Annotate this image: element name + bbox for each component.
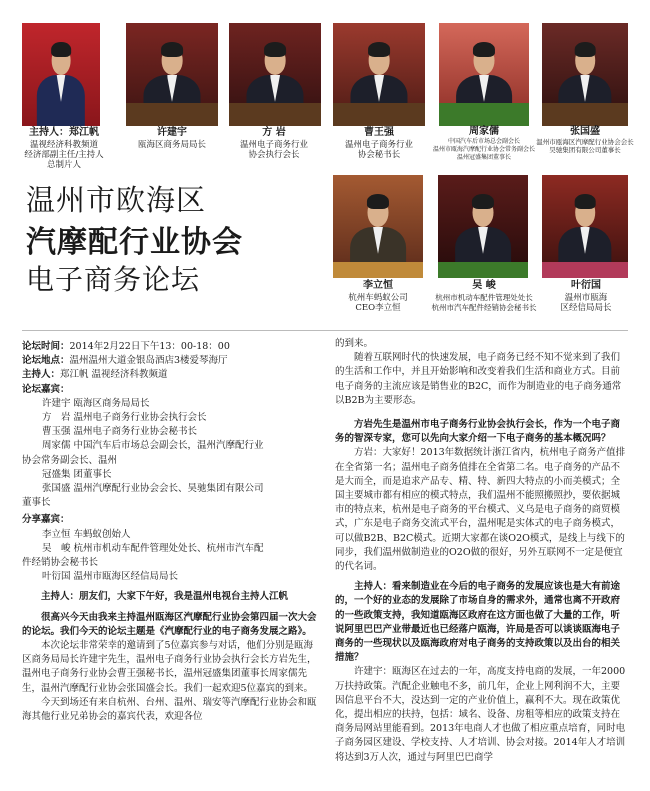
host-intro-bold: 很高兴今天由我来主持温州瓯海区汽摩配行业协会第四届一次大会的论坛。我们今天的论坛主题是《汽摩配行业的电子商务发展之路》。 [22, 611, 317, 637]
speaker-photo-7 [333, 175, 423, 278]
answer-2: 许建宇：瓯海区在过去的一年，高度支持电商的发展，一年2000万扶持政策。汽配企业触电不多，前几年，企业上网利润不大，主要因信息平台不大，没达到一定的产业价值上，赢利不大。现在政策优化，提出相应的扶持，包括：域名、设备、房租等相应的政策支持在商务局网站里能看到。2013年电商人才也做了相应重点培育，同时电子商务园区建设、学校支持、人才培训、协会对接。2014年人才培训将达到3万人次，通过与阿里巴巴商学 [335, 666, 626, 763]
speaker-photo-1 [22, 23, 100, 126]
body-continuation: 的到来。 [335, 338, 374, 349]
speaker-caption-2: 许建宇 瓯海区商务局局长 [137, 127, 206, 150]
speaker-caption-6: 张国盛 温州市瓯海区汽摩配行业协会会长 昊驰集团有限公司董事长 [536, 126, 634, 154]
guest-line: 方 岩 温州电子商务行业协会执行会长 [42, 412, 207, 424]
speaker-caption-4: 曹王强 温州电子商务行业 协会秘书长 [344, 127, 413, 160]
guest-line: 曹玉强 温州电子商务行业协会秘书长 [42, 426, 198, 438]
speaker-photo-9 [542, 175, 628, 278]
share-guest-line: 叶衍国 温州市瓯海区经信局局长 [42, 571, 179, 583]
share-guest-line: 吴 峻 杭州市机动车配件管理处处长、杭州市汽车配 [42, 542, 264, 554]
body-paragraph: 今天到场还有来自杭州、台州、温州、瑞安等汽摩配行业协会和瓯海其他行业兄弟协会的嘉宾代表，欢迎各位 [22, 696, 317, 723]
headline-line-1: 温州市欧海区 [26, 183, 207, 217]
share-guest-line: 件经销协会秘书长 [22, 557, 99, 569]
share-heading: 分享嘉宾： [22, 514, 70, 526]
guest-line: 张国盛 温州汽摩配行业协会会长、昊驰集团有限公司 [42, 483, 264, 495]
forum-host: 主持人：郑江帆 温视经济科教频道 [22, 369, 168, 381]
host-greeting: 主持人：朋友们，大家下午好，我是温州电视台主持人江帆 [41, 591, 289, 603]
guest-line: 许建宇 瓯海区商务局局长 [42, 397, 150, 409]
left-column [22, 340, 318, 724]
speaker-caption-7: 李立恒 杭州车蚂蚁公司 CEO李立恒 [348, 280, 408, 313]
guest-line: 冠盛集 团董事长 [42, 468, 112, 480]
speaker-photo-6 [542, 23, 628, 126]
speaker-caption-1: 主持人：郑江帆 温视经济科教频道 经济部副主任/主持人 总制片人 [24, 127, 104, 170]
guest-line: 周家儒 中国汽车后市场总会副会长，温州汽摩配行业 [42, 440, 264, 452]
guests-heading: 论坛嘉宾： [22, 383, 70, 395]
speaker-caption-9: 叶衍国 温州市瓯海 区经信局局长 [560, 280, 612, 313]
share-guest-line: 李立恒 车蚂蚁创始人 [42, 528, 131, 540]
section-divider [22, 330, 628, 331]
speaker-photo-2 [126, 23, 218, 126]
speaker-photo-5 [439, 23, 529, 126]
question-2: 主持人：看来制造业在今后的电子商务的发展应该也是大有前途的，一个好的业态的发展除了市场自身的需求外，通常也离不开政府的一些政策支持，我知道瓯海区政府在这方面也做了大量的工作，听说阿里巴巴产业带最近也已经落户瓯海，许局是否可以谈谈瓯海电子商务的一些现状以及瓯海政府对电子商务的支持政策以及出台的相关措施？ [335, 581, 621, 664]
speaker-photo-8 [438, 175, 528, 278]
guest-line: 协会常务副会长、温州 [22, 454, 118, 466]
speaker-caption-8: 吴 峻 杭州市机动车配件管理处处长 杭州市汽车配件经销协会秘书长 [431, 280, 537, 312]
question-1: 方岩先生是温州市电子商务行业协会执行会长，作为一个电子商务的智深专家，您可以先向大家介绍一下电子商务的基本概况吗？ [335, 419, 621, 445]
forum-time: 论坛时间：2014年2月22日下午13：00-18：00 [22, 341, 230, 352]
body-paragraph: 本次论坛非常荣幸的邀请到了5位嘉宾参与对话，他们分别是瓯海区商务局局长许建宇先生，温州电子商务行业协会执行会长方岩先生，温州电子商务行业协会曹王强秘书长，温州冠盛集团董事长周家儒先生，温州汽摩配行业协会张国盛会长。我们一起欢迎5位嘉宾的到来。 [22, 640, 317, 694]
guest-line: 董事长 [22, 497, 51, 509]
speaker-caption-3: 方 岩 温州电子商务行业 协会执行会长 [239, 127, 308, 160]
body-paragraph: 随着互联网时代的快速发展，电子商务已经不知不觉来到了我们的生活和工作中，并且开始影响和改变着我们生活和商业方式。目前电子商务的主流应该是销售业的B2C，而作为制造业的电子商务通常以B2B为主要形态。 [335, 352, 622, 406]
forum-place: 论坛地点：温州温州大道金银岛酒店3楼爱琴海厅 [22, 355, 228, 367]
right-column [335, 337, 628, 765]
speaker-photo-4 [333, 23, 425, 126]
speaker-caption-5: 周家儒 中国汽车后市场总会副会长 温州市瓯海汽摩配行业协会常务副会长 温州冠盛集团董事长 [432, 126, 535, 161]
headline-line-3: 电子商务论坛 [26, 263, 201, 296]
speaker-photo-3 [229, 23, 321, 126]
answer-1: 方岩：大家好！2013年数据统计浙江省内，杭州电子商务产值排在全省第一名；温州电子商务值排在全省第二名。电子商务的产品不是大而全，而是追求产品专、精、特、新四大特点的小而美模式；全国主要城市都有相应的模式特点，我们温州不能照搬照抄，要依据城市的特点来，杭州是电子商务的平台模式、义乌是电子商务的商贸模式，广东是电子商务交流式平台，温州呢是实体式的电子商务模式，可以做B2B、B2C模式。近期大家都在谈O2O模式，是线上与线下的同步，我们温州做制造业的O2O做的很好，另外互联网不一定是便宜的代名词。 [335, 447, 626, 573]
headline-line-2: 汽摩配行业协会 [26, 225, 243, 260]
